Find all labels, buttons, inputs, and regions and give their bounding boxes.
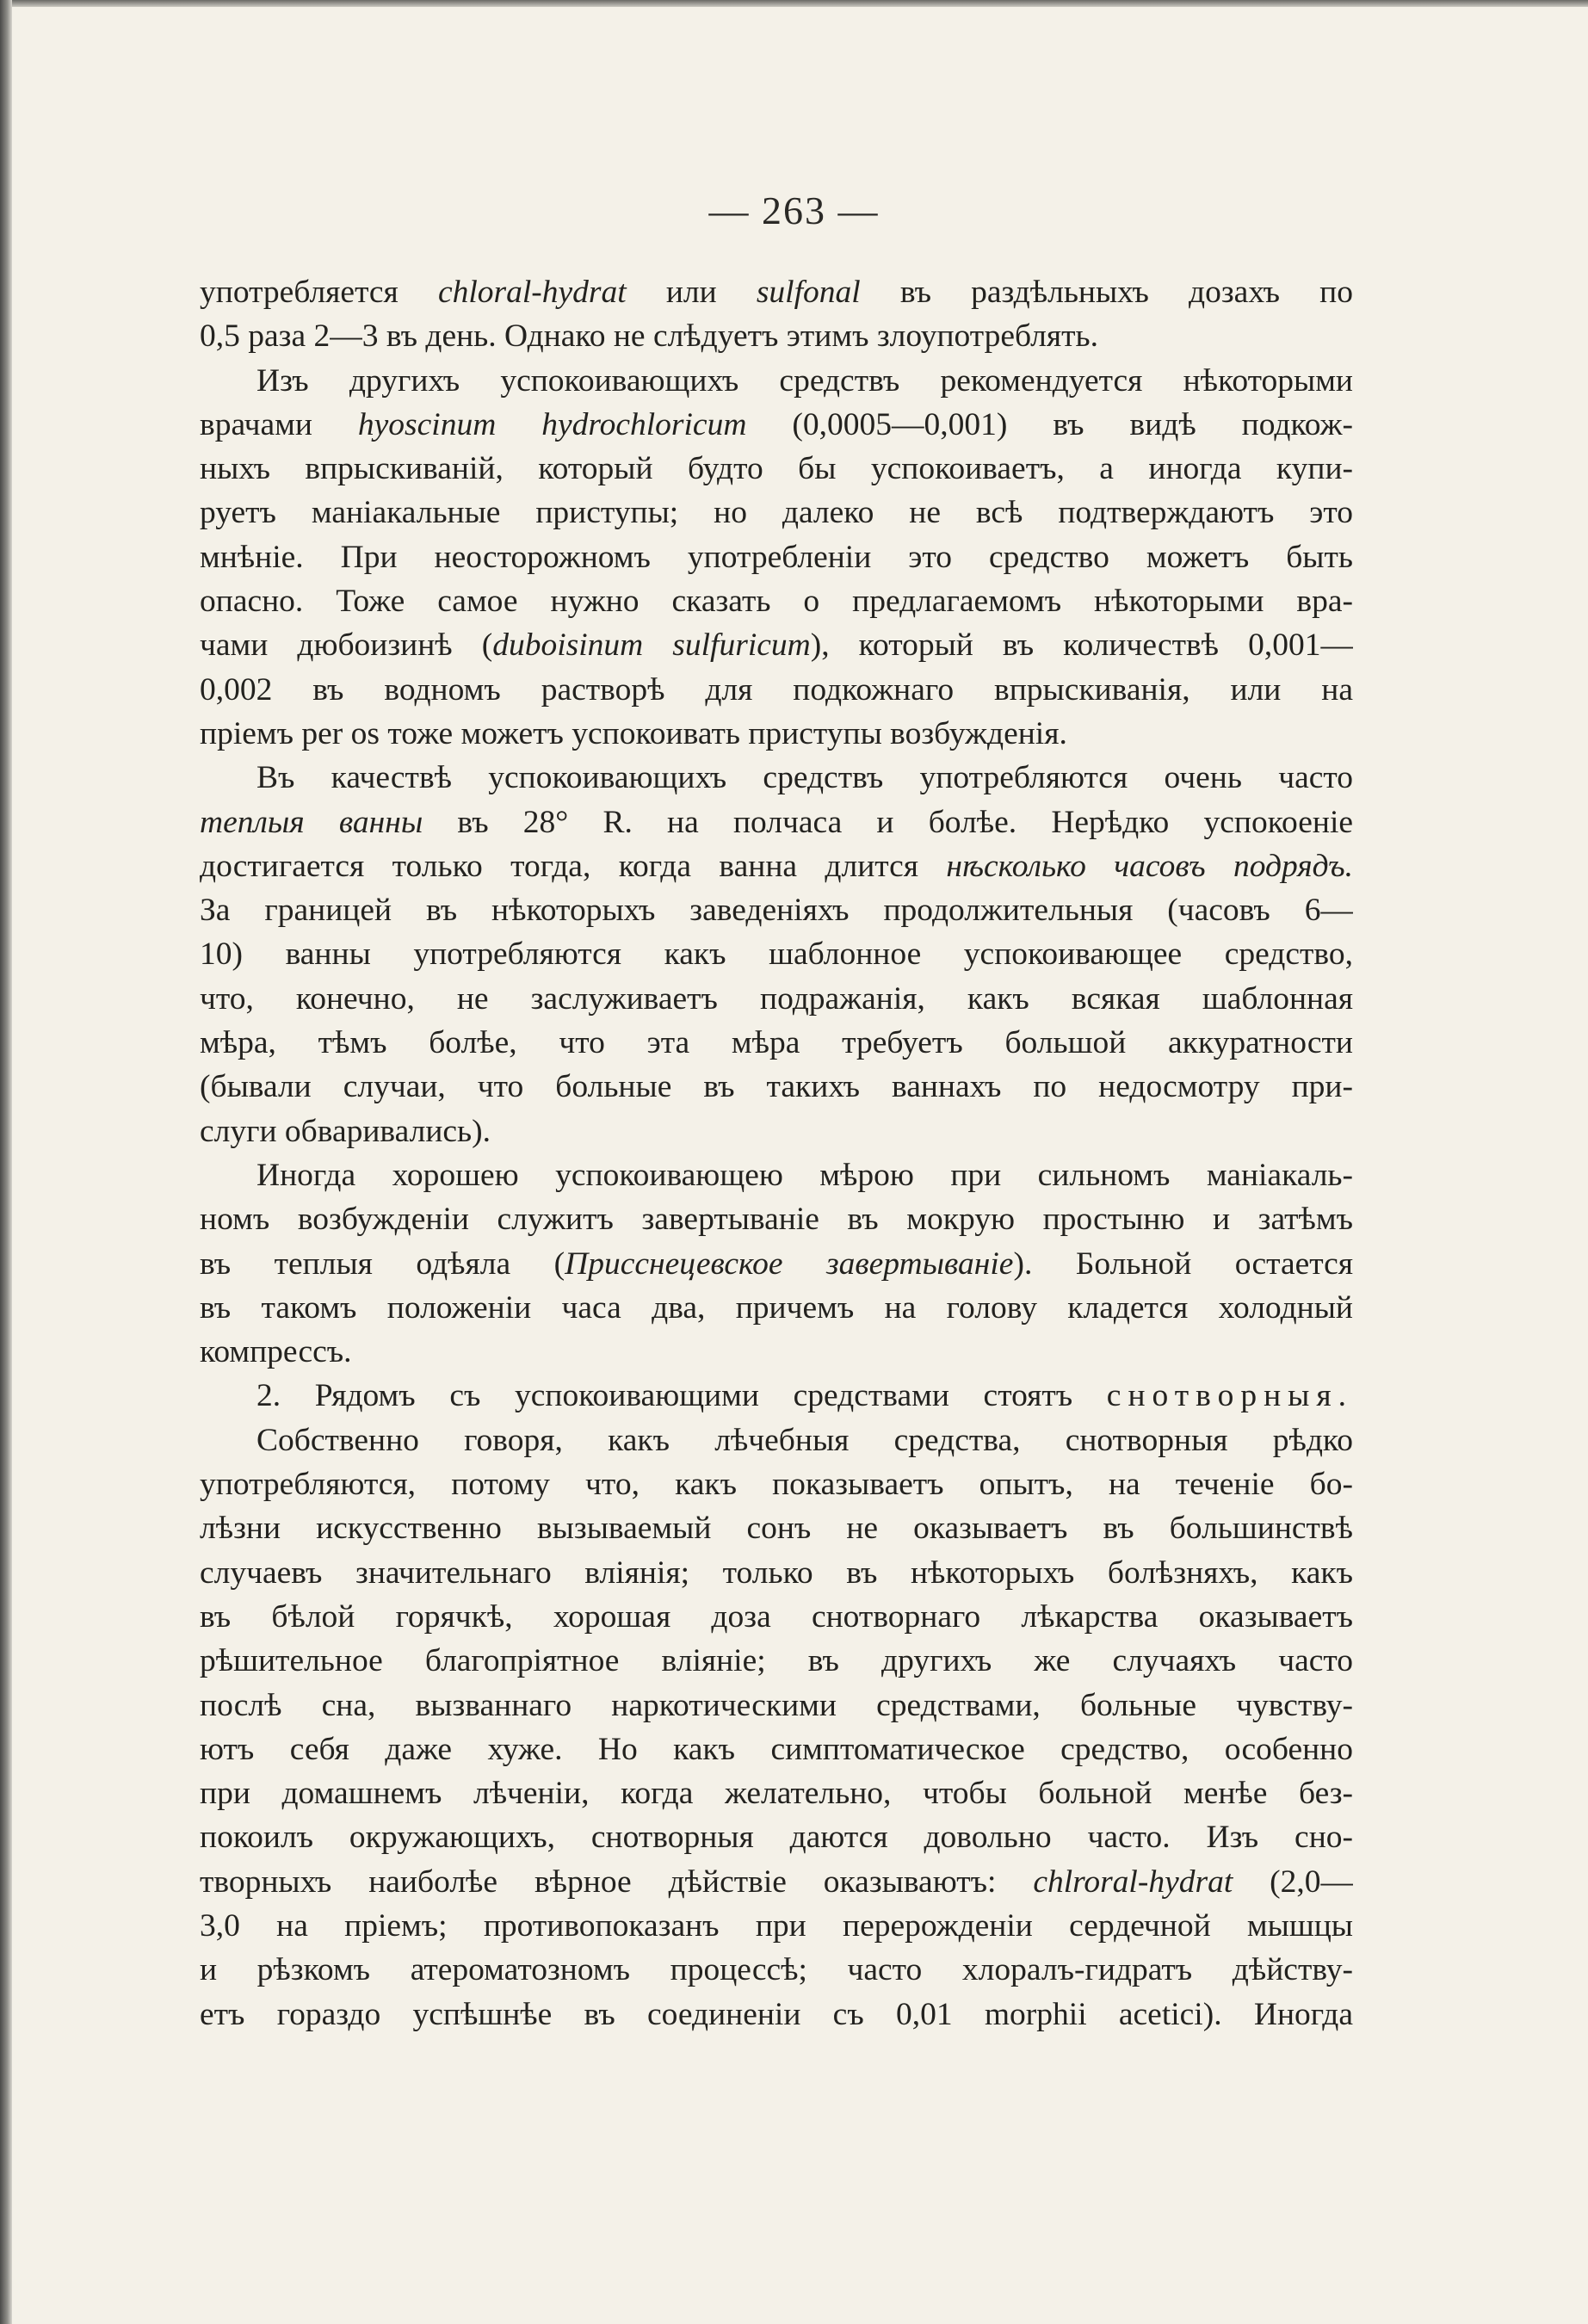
- scan-edge-top: [0, 0, 1588, 7]
- text-run: употребляются, потому что, какъ показываетъ опытъ, на теченіе бо-: [200, 1467, 1353, 1503]
- text-run: покоилъ окружающихъ, снотворныя даются довольно часто. Изъ сно-: [200, 1820, 1353, 1856]
- text-run: компрессъ.: [200, 1334, 352, 1370]
- text-line: [200, 491, 1353, 535]
- text-run: чами дюбоизинѣ (: [200, 627, 493, 664]
- text-run: случаевъ значительнаго вліянія; только въ нѣкоторыхъ болѣзняхъ, какъ: [200, 1554, 1353, 1591]
- text-line: [200, 535, 1353, 579]
- text-run: опасно. Тоже самое нужно сказать о предлагаемомъ нѣкоторыми вра-: [200, 584, 1353, 620]
- italic-term: duboisinum sulfuricum: [492, 627, 811, 664]
- text-run: творныхъ наиболѣе вѣрное дѣйствіе оказываютъ:: [200, 1864, 1034, 1900]
- italic-term: sulfonal: [756, 275, 861, 310]
- text-line: [200, 1242, 1353, 1286]
- text-run: въ бѣлой горячкѣ, хорошая доза снотворнаго лѣкарства оказываетъ: [200, 1598, 1353, 1635]
- text-run: (0,0005—0,001) въ видѣ подкож-: [746, 406, 1353, 442]
- text-run: мнѣніе. При неосторожномъ употребленіи это средство можетъ быть: [200, 539, 1353, 575]
- text-line: [200, 1330, 1353, 1374]
- text-line: [200, 1904, 1353, 1948]
- text-line: [200, 1109, 1353, 1153]
- text-line: [200, 359, 1353, 403]
- text-run: руетъ маніакальные приступы; но далеко не всѣ подтверждаютъ это: [200, 495, 1353, 531]
- text-run: въ теплыя одѣяла (: [200, 1245, 565, 1282]
- text-run: 0,5 раза 2—3 въ день. Однако не слѣдуетъ этимъ злоупотреблять.: [200, 318, 1098, 355]
- spaced-term: снотворныя.: [1106, 1378, 1353, 1414]
- text-line: [200, 1639, 1353, 1683]
- text-run: достигается только тогда, когда ванна длится: [200, 848, 947, 884]
- text-run: мѣра, тѣмъ болѣе, что эта мѣра требуетъ большой аккуратности: [200, 1025, 1353, 1061]
- text-run: въ раздѣльныхъ дозахъ по: [860, 275, 1353, 310]
- text-line: [200, 1462, 1353, 1506]
- text-line: [200, 1153, 1353, 1197]
- text-run: номъ возбужденіи служитъ завертываніе въ мокрую простыню и затѣмъ: [200, 1202, 1353, 1238]
- text-run: Собственно говоря, какъ лѣчебныя средства, снотворныя рѣдко: [256, 1422, 1353, 1458]
- italic-term: chloral-hydrat: [437, 275, 627, 310]
- text-run: рѣшительное благопріятное вліяніе; въ другихъ же случаяхъ часто: [200, 1643, 1353, 1679]
- text-line: [200, 579, 1353, 623]
- text-run: пріемъ per os тоже можетъ успокоивать приступы возбужденія.: [200, 715, 1067, 751]
- text-run: 2. Рядомъ съ успокоивающими средствами стоятъ: [256, 1378, 1107, 1414]
- text-line: [200, 1021, 1353, 1065]
- text-line: [200, 1595, 1353, 1639]
- text-line: [200, 1728, 1353, 1771]
- text-run: Изъ другихъ успокоивающихъ средствъ рекомендуется нѣкоторыми: [256, 362, 1353, 399]
- text-run: (бывали случаи, что больные въ такихъ ваннахъ по недосмотру при-: [200, 1069, 1353, 1105]
- text-line: [200, 1771, 1353, 1815]
- text-run: слуги обваривались).: [200, 1113, 491, 1149]
- text-line: [200, 623, 1353, 667]
- italic-term: теплыя ванны: [200, 804, 423, 840]
- italic-term: Присснецевское завертываніе: [565, 1245, 1014, 1282]
- text-run: въ 28° R. на полчаса и болѣе. Нерѣдко успокоеніе: [423, 804, 1353, 840]
- text-run: етъ гораздо успѣшнѣе въ соединеніи съ 0,01 morphii acetici). Иногда: [200, 1996, 1353, 2032]
- text-line: [200, 1815, 1353, 1859]
- text-line: [200, 447, 1353, 491]
- text-run: Иногда хорошею успокоивающею мѣрою при сильномъ маніакаль-: [256, 1157, 1353, 1193]
- text-run: лѣзни искусственно вызываемый сонъ не оказываетъ въ большинствѣ: [200, 1511, 1353, 1547]
- text-run: 3,0 на пріемъ; противопоказанъ при перерожденіи сердечной мышцы: [200, 1907, 1353, 1944]
- text-run: употребляется: [200, 275, 438, 310]
- text-run: ). Больной остается: [1013, 1245, 1353, 1282]
- text-run: послѣ сна, вызваннаго наркотическими средствами, больные чувству-: [200, 1687, 1353, 1723]
- text-run: 10) ванны употребляются какъ шаблонное успокоивающее средство,: [200, 936, 1353, 973]
- italic-term: chlroral-hydrat: [1033, 1864, 1233, 1900]
- text-run: что, конечно, не заслуживаетъ подражанія, какъ всякая шаблонная: [200, 980, 1353, 1017]
- text-line: [200, 1993, 1353, 2037]
- body-text: [200, 270, 1353, 2037]
- text-line: [200, 403, 1353, 447]
- text-line: [200, 712, 1353, 756]
- text-line: [200, 800, 1353, 844]
- text-line: [200, 270, 1353, 314]
- text-run: (2,0—: [1233, 1864, 1353, 1900]
- text-run: ютъ себя даже хуже. Но какъ симптоматическое средство, особенно: [200, 1731, 1353, 1767]
- text-run: ныхъ впрыскиваній, который будто бы успокоиваетъ, а иногда купи-: [200, 451, 1353, 487]
- text-run: Въ качествѣ успокоивающихъ средствъ употребляются очень часто: [256, 760, 1353, 796]
- text-run: и рѣзкомъ атероматозномъ процессѣ; часто хлоралъ-гидратъ дѣйству-: [200, 1952, 1353, 1988]
- text-run: За границей въ нѣкоторыхъ заведеніяхъ продолжительныя (часовъ 6—: [200, 893, 1353, 929]
- text-line: [200, 1551, 1353, 1595]
- text-run: врачами: [200, 406, 358, 442]
- text-run: 0,002 въ водномъ растворѣ для подкожнаго впрыскиванія, или на: [200, 671, 1353, 708]
- text-line: [200, 668, 1353, 712]
- text-line: [200, 977, 1353, 1021]
- text-line: [200, 1948, 1353, 1992]
- text-run: ), который въ количествѣ 0,001—: [810, 627, 1353, 664]
- text-line: [200, 1065, 1353, 1109]
- text-line: [200, 1506, 1353, 1550]
- scan-edge-left: [0, 0, 12, 2324]
- text-line: [200, 932, 1353, 976]
- text-line: [200, 1684, 1353, 1728]
- text-line: [200, 314, 1353, 358]
- text-line: [200, 1860, 1353, 1904]
- text-run: въ такомъ положеніи часа два, причемъ на голову кладется холодный: [200, 1289, 1353, 1326]
- text-line: [200, 1419, 1353, 1462]
- page-number: — 263 —: [708, 189, 880, 232]
- text-line: [200, 844, 1353, 888]
- text-run: или: [626, 275, 757, 310]
- text-line: [200, 756, 1353, 800]
- italic-term: hyoscinum hydrochloricum: [357, 406, 747, 442]
- text-run: при домашнемъ лѣченіи, когда желательно, чтобы больной менѣе без-: [200, 1776, 1353, 1812]
- text-line: [200, 1197, 1353, 1241]
- text-line: [200, 1286, 1353, 1330]
- text-line: [200, 1374, 1353, 1418]
- italic-term: нѣсколько часовъ подрядъ.: [946, 848, 1353, 884]
- text-line: [200, 888, 1353, 932]
